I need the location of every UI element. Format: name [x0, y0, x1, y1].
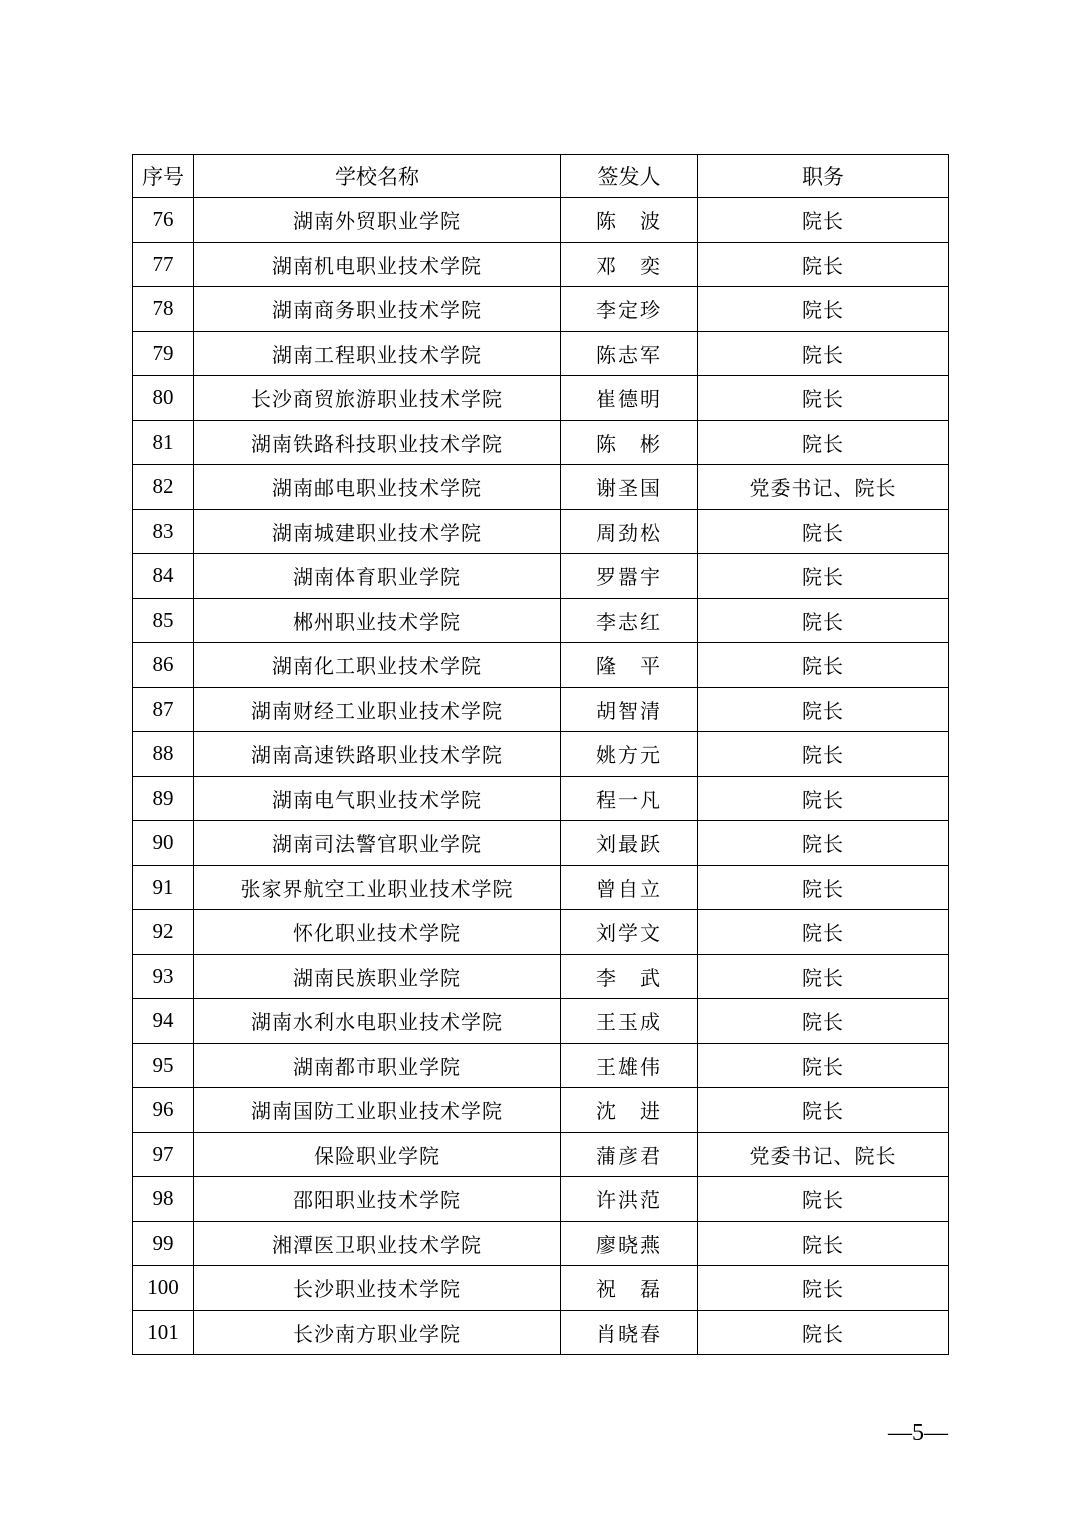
- cell-signer: 李志红: [561, 598, 698, 643]
- cell-school-name: 湖南都市职业学院: [194, 1043, 561, 1088]
- table-row: [133, 331, 949, 376]
- cell-position: 党委书记、院长: [698, 465, 949, 510]
- cell-serial-number: 80: [133, 376, 194, 421]
- cell-school-name: 湖南城建职业技术学院: [194, 509, 561, 554]
- cell-signer: 陈 彬: [561, 420, 698, 465]
- signers-table: [132, 154, 949, 1355]
- cell-school-name: 湖南商务职业技术学院: [194, 287, 561, 332]
- cell-serial-number: 84: [133, 554, 194, 599]
- cell-signer: 蒲彦君: [561, 1132, 698, 1177]
- cell-signer: 沈 进: [561, 1088, 698, 1133]
- cell-school-name: 湘潭医卫职业技术学院: [194, 1221, 561, 1266]
- table-row: [133, 999, 949, 1044]
- cell-position: 院长: [698, 198, 949, 243]
- cell-school-name: 湖南工程职业技术学院: [194, 331, 561, 376]
- cell-serial-number: 89: [133, 776, 194, 821]
- table-row: [133, 420, 949, 465]
- table-row: [133, 643, 949, 688]
- cell-position: 院长: [698, 910, 949, 955]
- cell-signer: 许洪范: [561, 1177, 698, 1222]
- cell-serial-number: 91: [133, 865, 194, 910]
- cell-signer: 陈 波: [561, 198, 698, 243]
- cell-school-name: 怀化职业技术学院: [194, 910, 561, 955]
- cell-position: 院长: [698, 954, 949, 999]
- cell-position: 院长: [698, 242, 949, 287]
- cell-serial-number: 81: [133, 420, 194, 465]
- cell-serial-number: 88: [133, 732, 194, 777]
- cell-signer: 陈志军: [561, 331, 698, 376]
- cell-school-name: 保险职业学院: [194, 1132, 561, 1177]
- cell-position: 院长: [698, 687, 949, 732]
- cell-school-name: 湖南邮电职业技术学院: [194, 465, 561, 510]
- table-row: [133, 287, 949, 332]
- table-row: [133, 1177, 949, 1222]
- cell-serial-number: 78: [133, 287, 194, 332]
- cell-signer: 曾自立: [561, 865, 698, 910]
- cell-serial-number: 97: [133, 1132, 194, 1177]
- cell-school-name: 湖南民族职业学院: [194, 954, 561, 999]
- cell-school-name: 湖南财经工业职业技术学院: [194, 687, 561, 732]
- table-row: [133, 1221, 949, 1266]
- cell-school-name: 张家界航空工业职业技术学院: [194, 865, 561, 910]
- cell-serial-number: 94: [133, 999, 194, 1044]
- cell-position: 院长: [698, 999, 949, 1044]
- cell-signer: 罗嚣宇: [561, 554, 698, 599]
- cell-position: 院长: [698, 287, 949, 332]
- cell-position: 院长: [698, 732, 949, 777]
- cell-position: 院长: [698, 1177, 949, 1222]
- cell-signer: 崔德明: [561, 376, 698, 421]
- cell-signer: 王玉成: [561, 999, 698, 1044]
- table-row: [133, 954, 949, 999]
- cell-position: 党委书记、院长: [698, 1132, 949, 1177]
- cell-school-name: 湖南司法警官职业学院: [194, 821, 561, 866]
- header-signer: 签发人: [561, 155, 698, 198]
- header-serial-number: 序号: [133, 155, 194, 198]
- cell-school-name: 湖南体育职业学院: [194, 554, 561, 599]
- cell-signer: 姚方元: [561, 732, 698, 777]
- cell-signer: 隆 平: [561, 643, 698, 688]
- cell-signer: 谢圣国: [561, 465, 698, 510]
- cell-position: 院长: [698, 376, 949, 421]
- cell-serial-number: 85: [133, 598, 194, 643]
- cell-serial-number: 95: [133, 1043, 194, 1088]
- cell-school-name: 湖南化工职业技术学院: [194, 643, 561, 688]
- cell-signer: 王雄伟: [561, 1043, 698, 1088]
- table-header-row: [133, 155, 949, 198]
- cell-serial-number: 83: [133, 509, 194, 554]
- table-row: [133, 821, 949, 866]
- table-row: [133, 687, 949, 732]
- cell-school-name: 湖南电气职业技术学院: [194, 776, 561, 821]
- cell-position: 院长: [698, 865, 949, 910]
- cell-school-name: 长沙职业技术学院: [194, 1266, 561, 1311]
- table-row: [133, 1043, 949, 1088]
- cell-position: 院长: [698, 1310, 949, 1355]
- cell-school-name: 湖南高速铁路职业技术学院: [194, 732, 561, 777]
- header-school-name: 学校名称: [194, 155, 561, 198]
- table-row: [133, 376, 949, 421]
- table-row: [133, 732, 949, 777]
- table-row: [133, 865, 949, 910]
- cell-position: 院长: [698, 1266, 949, 1311]
- cell-signer: 刘学文: [561, 910, 698, 955]
- cell-signer: 李 武: [561, 954, 698, 999]
- table-row: [133, 1266, 949, 1311]
- cell-position: 院长: [698, 1043, 949, 1088]
- cell-serial-number: 99: [133, 1221, 194, 1266]
- cell-school-name: 长沙南方职业学院: [194, 1310, 561, 1355]
- page-number: —5—: [888, 1420, 948, 1446]
- cell-position: 院长: [698, 643, 949, 688]
- header-position: 职务: [698, 155, 949, 198]
- cell-serial-number: 96: [133, 1088, 194, 1133]
- table-body: [133, 198, 949, 1355]
- cell-serial-number: 100: [133, 1266, 194, 1311]
- cell-signer: 廖晓燕: [561, 1221, 698, 1266]
- cell-signer: 肖晓春: [561, 1310, 698, 1355]
- table-row: [133, 554, 949, 599]
- cell-school-name: 湖南外贸职业学院: [194, 198, 561, 243]
- cell-signer: 李定珍: [561, 287, 698, 332]
- cell-school-name: 湖南国防工业职业技术学院: [194, 1088, 561, 1133]
- cell-serial-number: 79: [133, 331, 194, 376]
- cell-serial-number: 90: [133, 821, 194, 866]
- table-row: [133, 1132, 949, 1177]
- cell-school-name: 湖南机电职业技术学院: [194, 242, 561, 287]
- cell-serial-number: 82: [133, 465, 194, 510]
- cell-signer: 祝 磊: [561, 1266, 698, 1311]
- cell-school-name: 湖南水利水电职业技术学院: [194, 999, 561, 1044]
- table-row: [133, 242, 949, 287]
- cell-serial-number: 98: [133, 1177, 194, 1222]
- cell-position: 院长: [698, 554, 949, 599]
- cell-position: 院长: [698, 1088, 949, 1133]
- cell-signer: 刘最跃: [561, 821, 698, 866]
- cell-serial-number: 92: [133, 910, 194, 955]
- cell-position: 院长: [698, 420, 949, 465]
- cell-position: 院长: [698, 509, 949, 554]
- table-row: [133, 910, 949, 955]
- cell-position: 院长: [698, 598, 949, 643]
- table-row: [133, 1088, 949, 1133]
- cell-serial-number: 101: [133, 1310, 194, 1355]
- cell-school-name: 湖南铁路科技职业技术学院: [194, 420, 561, 465]
- cell-position: 院长: [698, 821, 949, 866]
- cell-position: 院长: [698, 331, 949, 376]
- table-row: [133, 598, 949, 643]
- cell-school-name: 郴州职业技术学院: [194, 598, 561, 643]
- table-row: [133, 509, 949, 554]
- cell-serial-number: 77: [133, 242, 194, 287]
- cell-signer: 邓 奕: [561, 242, 698, 287]
- table-row: [133, 198, 949, 243]
- table-row: [133, 1310, 949, 1355]
- cell-serial-number: 93: [133, 954, 194, 999]
- cell-position: 院长: [698, 776, 949, 821]
- cell-signer: 周劲松: [561, 509, 698, 554]
- cell-school-name: 邵阳职业技术学院: [194, 1177, 561, 1222]
- cell-signer: 程一凡: [561, 776, 698, 821]
- cell-position: 院长: [698, 1221, 949, 1266]
- cell-serial-number: 87: [133, 687, 194, 732]
- cell-serial-number: 86: [133, 643, 194, 688]
- cell-serial-number: 76: [133, 198, 194, 243]
- cell-school-name: 长沙商贸旅游职业技术学院: [194, 376, 561, 421]
- table-row: [133, 776, 949, 821]
- table-row: [133, 465, 949, 510]
- cell-signer: 胡智清: [561, 687, 698, 732]
